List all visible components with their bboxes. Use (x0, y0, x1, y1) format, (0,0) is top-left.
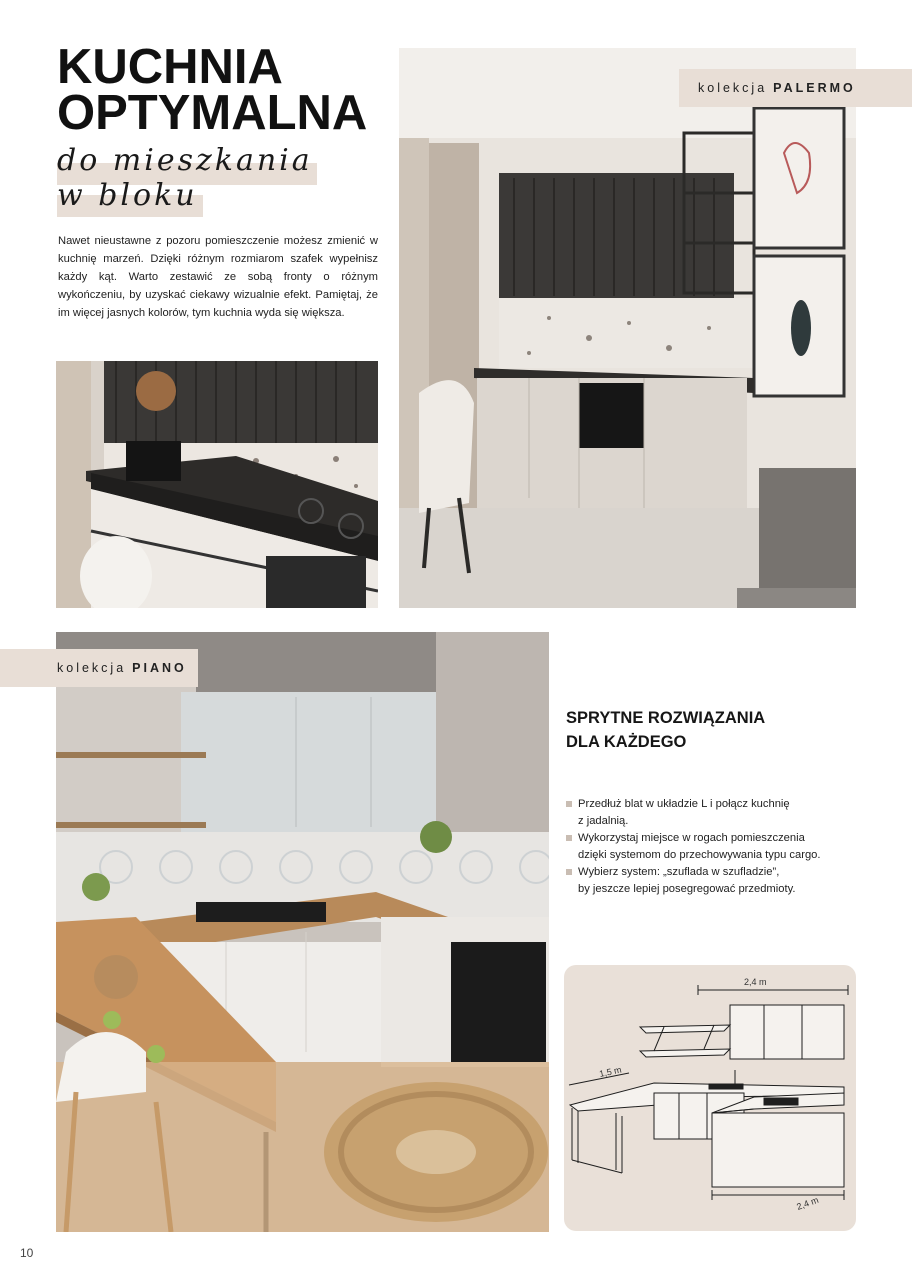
tag-prefix: kolekcja (698, 81, 768, 95)
kitchen-layout-diagram (564, 965, 856, 1231)
subtitle-line-1: do mieszkania (57, 143, 313, 178)
section-title (566, 706, 765, 754)
dimension-bottom: 2,4 m (795, 1194, 820, 1212)
list-item: Przedłuż blat w układzie L i połącz kuchnię z jadalnią. (566, 796, 866, 830)
piano-kitchen-photo (56, 632, 549, 1232)
section-title-line-2: DLA KAŻDEGO (566, 733, 687, 751)
tag-prefix: kolekcja (57, 661, 127, 675)
tag-name: PALERMO (773, 81, 856, 95)
title-line-2: OPTYMALNA (57, 86, 368, 140)
palermo-kitchen-photo (399, 48, 856, 608)
page-title (57, 40, 368, 140)
tips-list (566, 796, 866, 898)
list-item: Wykorzystaj miejsce w rogach pomieszczenia dzięki systemom do przechowywania typu cargo. (566, 830, 866, 864)
collection-tag-palermo (679, 69, 912, 107)
section-title-line-1: SPRYTNE ROZWIĄZANIA (566, 709, 766, 727)
subtitle-line-2: w bloku (57, 178, 198, 213)
dimension-left: 1,5 m (598, 1064, 623, 1079)
tag-name: PIANO (132, 661, 187, 675)
kitchen-detail-photo (56, 361, 378, 608)
collection-tag-piano (0, 649, 198, 687)
dimension-top: 2,4 m (744, 977, 767, 987)
intro-paragraph: Nawet nieustawne z pozoru pomieszczenie możesz zmienić w kuchnię marzeń. Dzięki różnym rozmiarom szafek wypełnisz każdy kąt. Warto zestawić ze sobą fronty o różnym wykończeniu, by uzyskać ciekawy wizualnie efekt. Pamiętaj, że im więcej jasnych kolorów, tym kuchnia wyda się większa. (58, 235, 378, 319)
title-line-1: KUCHNIA (57, 40, 283, 94)
page-number: 10 (20, 1246, 34, 1260)
list-item: Wybierz system: „szuflada w szufladzie”, by jeszcze lepiej posegregować przedmioty. (566, 864, 866, 898)
